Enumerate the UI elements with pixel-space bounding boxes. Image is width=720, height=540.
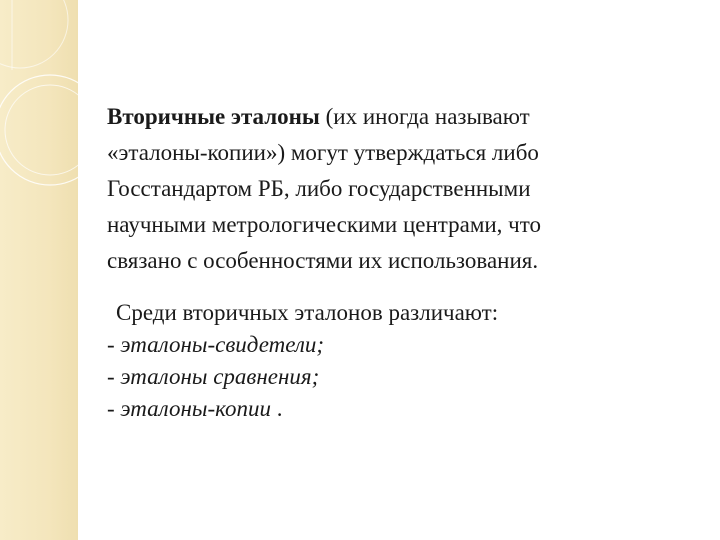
list-item — [107, 361, 687, 393]
term-heading: Вторичные эталоны — [107, 104, 320, 129]
paragraph-line-1: (их иногда называют — [319, 104, 530, 129]
list-item-text: эталоны-копии — [120, 396, 271, 421]
list-intro: Среди вторичных эталонов различают: — [116, 300, 499, 325]
list-item — [107, 329, 687, 361]
list-item-suffix: . — [271, 396, 283, 421]
paragraph-line-2: «эталоны-копии») могут утверждаться либо — [107, 140, 539, 165]
list-item-text: эталоны-свидетели; — [120, 332, 325, 357]
paragraph-line-3: Госстандартом РБ, либо государственными — [107, 176, 531, 201]
slide-content — [107, 99, 687, 425]
types-list — [107, 297, 687, 425]
intro-paragraph — [107, 99, 687, 279]
list-item-text: эталоны сравнения; — [120, 364, 320, 389]
list-bullet: - — [107, 332, 121, 357]
list-bullet: - — [107, 396, 121, 421]
paragraph-line-5: связано с особенностями их использования. — [107, 248, 539, 273]
list-bullet: - — [107, 364, 121, 389]
list-item — [107, 393, 687, 425]
paragraph-line-4: научными метрологическими центрами, что — [107, 212, 542, 237]
